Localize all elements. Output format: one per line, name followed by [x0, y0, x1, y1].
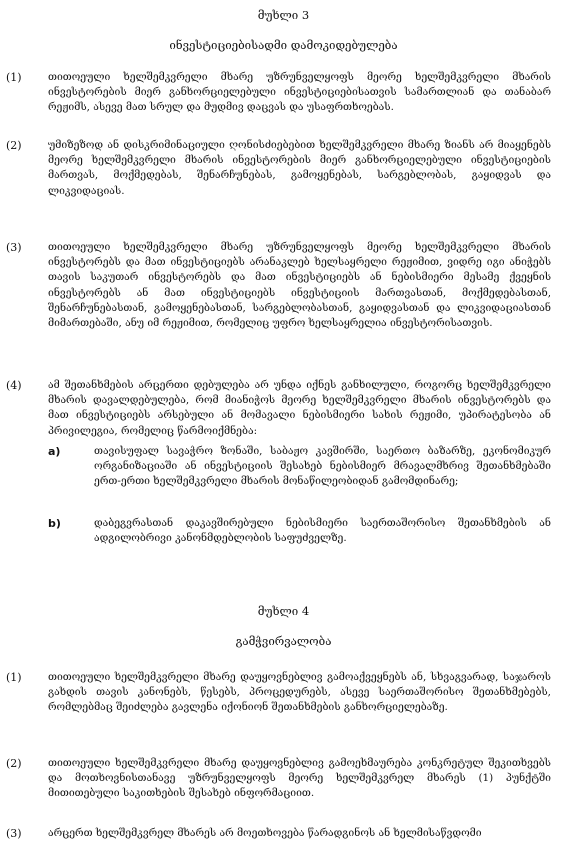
- article-3-title: მუხლი 3: [257, 8, 310, 22]
- paragraph-text: თითოეული ხელშემკვრელი მხარე უზრუნველყოფს მეორე ხელშემკვრელი მხარის ინვესტორებს და მათ ინვესტიციებს არანაკლებ ხელსაყრელი რეჟიმით, ვიდრე იგი ანიჭებს თავის საკუთარ ინვესტორებს და მათ ინვესტიციებს ან ნებისმიერი მესამე ქვეყნის ინვესტორებს ან მათ ინვესტიციებს ინვესტიციის მართვასთან, მოქმედებასთან, შენარჩუნებასთან, გამოყენებასთან, სარგებლობასთან, გაყიდვასთან და ლიკვიდაციასთან მიმართებაში, ანუ იმ რეჟიმით, რომელიც უფრო ხელსაყრელია ინვესტორისათვის.: [48, 241, 551, 330]
- article-3-subtitle: ინვესტიციებისადმი დამოკიდებულება: [169, 38, 398, 52]
- paragraph-text: არცერთ ხელშემკვრელ მხარეს არ მოეთხოვება წარადგინოს ან ხელმისაწვდომი: [48, 827, 482, 839]
- article-4-title: მუხლი 4: [257, 604, 310, 618]
- paragraph-number: (2): [6, 757, 22, 770]
- paragraph-number: (2): [6, 139, 22, 152]
- paragraph-number: (1): [6, 71, 22, 84]
- article-4-subtitle: გამჭვირვალობა: [235, 634, 332, 648]
- paragraph-number: (3): [6, 241, 22, 254]
- paragraph-number: (3): [6, 827, 22, 840]
- subitem-text: თავისუფალ სავაჭრო ზონაში, საბაჟო კავშირში, საერთო ბაზარზე, ეკონომიკურ ორგანიზაციაში ან ინვესტიციის შესახებ ნებისმიერ მრავალმხრივ შეთანხმებაში ერთ-ერთი ხელშემკვრელი მხარის მონაწილეობიდან გამომდინარე;: [94, 445, 551, 488]
- paragraph-number: (1): [6, 671, 22, 684]
- paragraph-text: თითოეული ხელშემკვრელი მხარე დაუყოვნებლივ გამოეხმაურება კონკრეტულ შეკითხვებს და მოთხოვნისთანავე უზრუნველყოფს მეორე ხელშემკვრელ მხარეს (1) პუნქტში მითითებული საკითხების შესახებ ინფორმაციით.: [48, 757, 551, 800]
- paragraph-text: უმიზეზოდ ან დისკრიმინაციული ღონისძიებებით ხელშემკვრელი მხარე ზიანს არ მიაყენებს მეორე ხელშემკვრელი მხარის ინვესტორების მიერ განხორციელებული ინვესტიციების მართვას, მოქმედებას, შენარჩუნებას, გამოყენებას, სარგებლობას, გაყიდვას და ლიკვიდაციას.: [48, 139, 551, 197]
- paragraph-text: ამ შეთანხმების არცერთი დებულება არ უნდა იქნეს განხილული, როგორც ხელშემკვრელი მხარის დავალდებულება, რომ მიანიჭოს მეორე ხელშემკვრელი მხარის ინვესტორებს და მათ ინვესტიციებს არსებული ან მომავალი ნებისმიერი სახის რეჟიმი, უპირატესობა ან პრივილეგია, რომელიც წარმოიქმნება:: [48, 379, 551, 437]
- subitem-label: b): [48, 517, 61, 530]
- paragraph-text: თითოეული ხელშემკვრელი მხარე დაუყოვნებლივ გამოაქვეყნებს ან, სხვაგვარად, საჯაროს გახდის თავის კანონებს, წესებს, პროცედურებს, ასევე საერთაშორისო შეთანხმებებს, რომლებმაც შეიძლება გავლენა იქონიონ შეთანხმების განხორციელებაზე.: [48, 671, 551, 714]
- paragraph-text: თითოეული ხელშემკვრელი მხარე უზრუნველყოფს მეორე ხელშემკვრელი მხარის ინვესტორების მიერ განხორციელებული ინვესტიციებისათვის სამართლიან და თანაბარ რეჟიმს, ასევე მათ სრულ და მუდმივ დაცვას და უსაფრთხოებას.: [48, 71, 551, 114]
- subitem-text: დაბეგვრასთან დაკავშირებული ნებისმიერი საერთაშორისო შეთანხმების ან ადგილობრივი კანონმდებლობის საფუძველზე.: [94, 517, 551, 545]
- subitem-label: a): [48, 445, 61, 458]
- paragraph-number: (4): [6, 379, 22, 392]
